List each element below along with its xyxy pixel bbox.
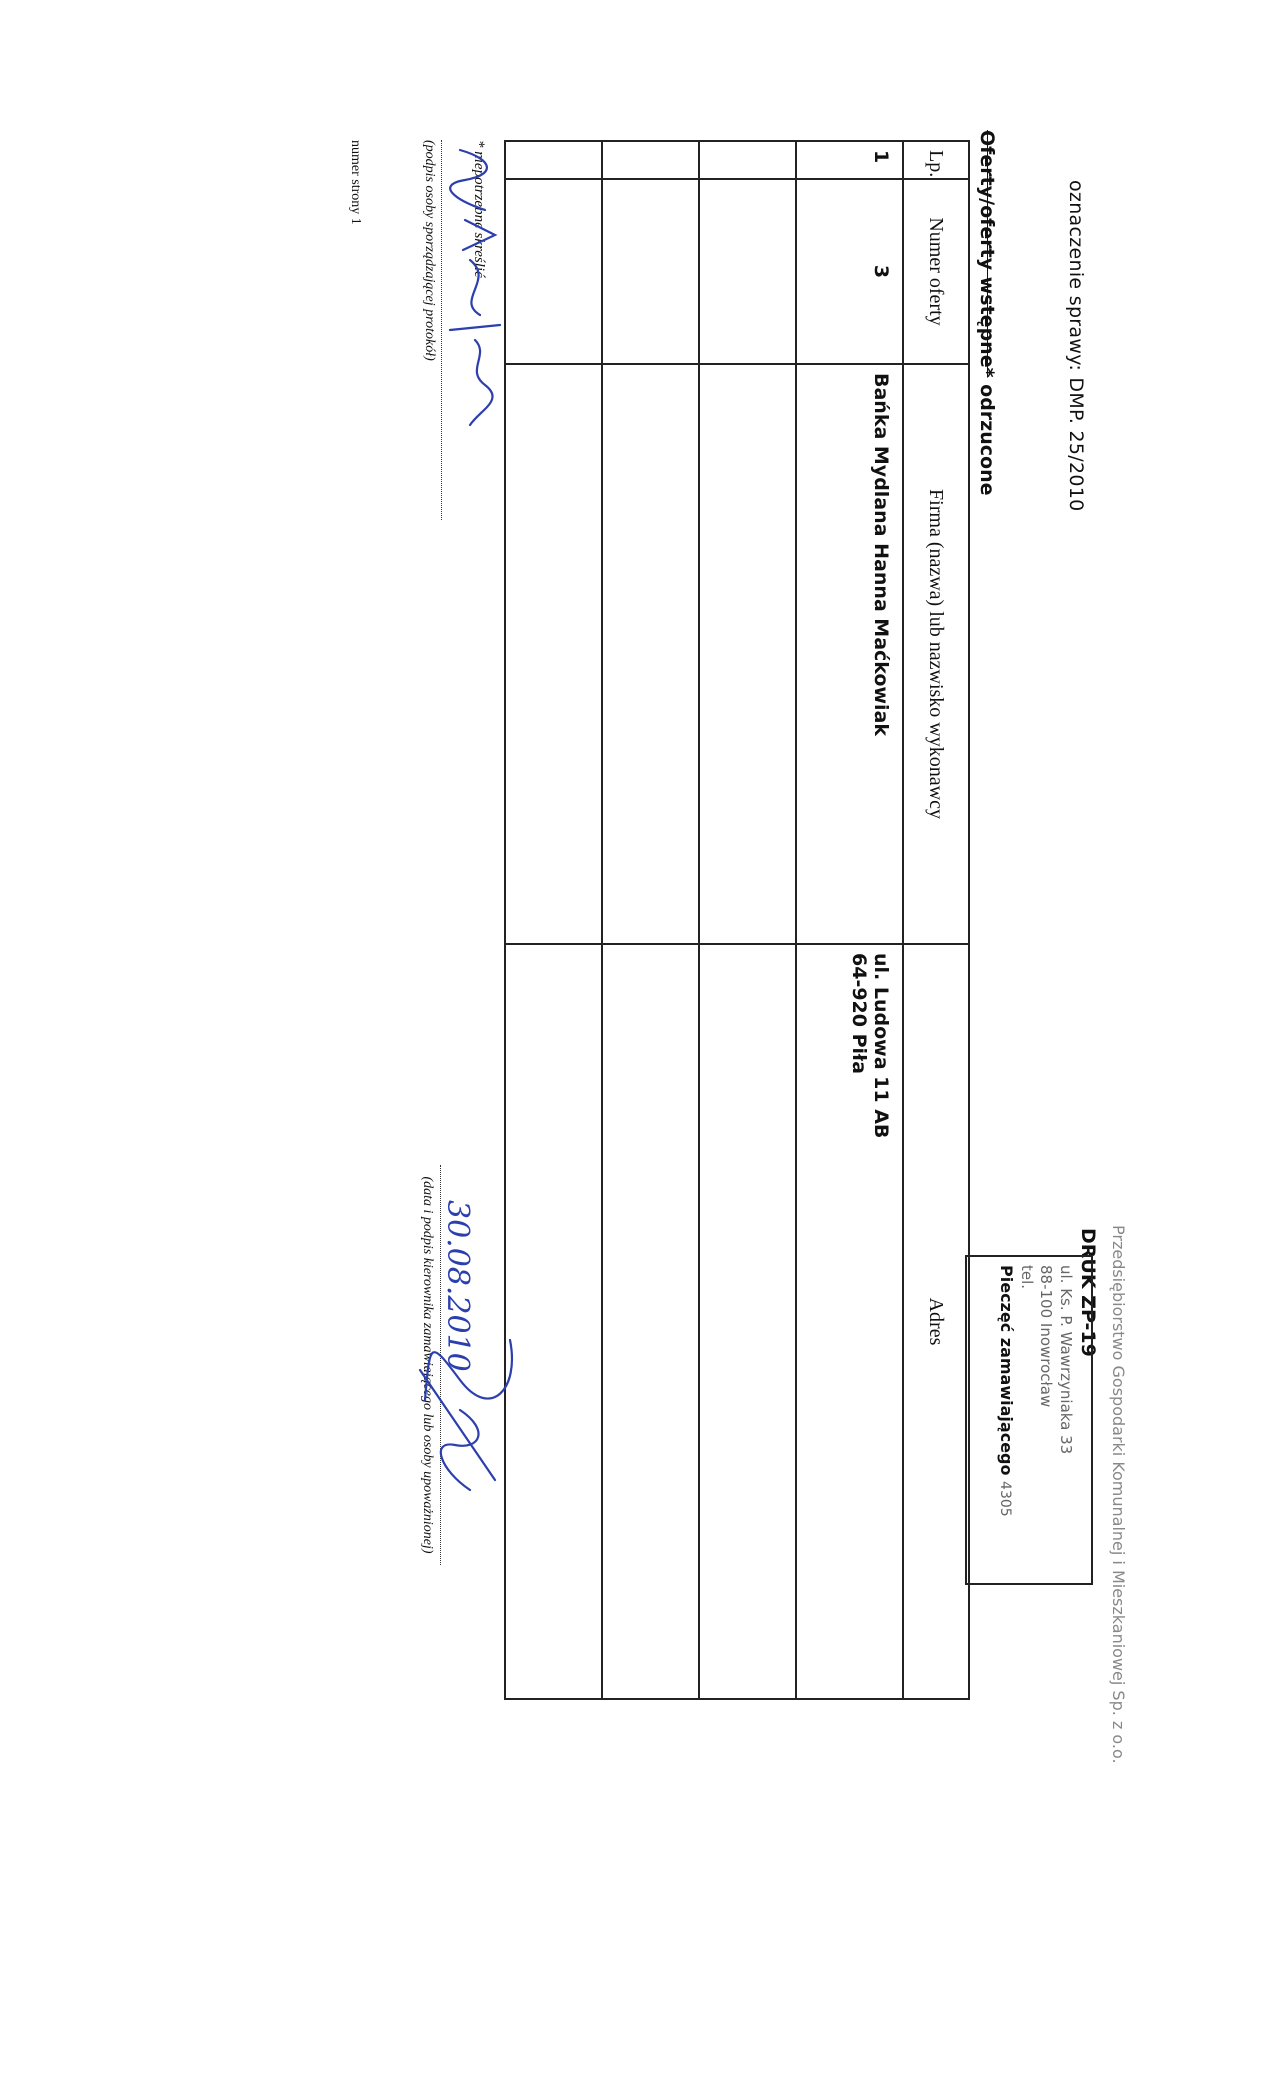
table-header-row [903, 141, 969, 1699]
preparer-caption: (podpis osoby sporządzającej protokół) [422, 140, 437, 361]
cell-company: Bańka Mydlana Hanna Maćkowiak [796, 364, 903, 944]
table-row [602, 141, 699, 1699]
cell-company [505, 364, 602, 944]
cell-company [602, 364, 699, 944]
case-reference: oznaczenie sprawy: DMP. 25/2010 [1065, 180, 1087, 512]
stamp-address-1: ul. Ks. P. Wawrzyniaka 33 [1057, 1265, 1075, 1455]
offers-table [504, 140, 970, 1700]
cell-address [796, 944, 903, 1699]
handwritten-signature-right [410, 1190, 530, 1510]
stamp-address-2: 88-100 Inowrocław [1037, 1265, 1055, 1408]
address-line-2: 64-920 Piła [848, 953, 870, 1074]
signature-date: 30.08.2010 [440, 1200, 475, 1372]
stamp-organization: Przedsiębiorstwo Gospodarki Komunalnej i Mieszkaniowej Sp. z o.o. [1109, 1225, 1128, 1764]
page-number: numer strony 1 [348, 140, 363, 225]
stamp-phone [1018, 1265, 1036, 1289]
handwritten-signature-left [445, 140, 515, 440]
rotated-page [115, 40, 1128, 1764]
header-offer-number: Numer oferty [903, 179, 969, 364]
cell-offer-number [699, 179, 796, 364]
header-address: Adres [903, 944, 969, 1699]
manager-caption: (data i podpis kierownika zamawiającego lub osoby upoważnionej) [420, 1176, 435, 1554]
form-label: DRUK ZP-19 [1077, 1228, 1099, 1357]
stamp-caption-line [997, 1265, 1016, 1517]
cell-lp [602, 141, 699, 179]
table-row [796, 141, 903, 1699]
cell-lp [505, 141, 602, 179]
section-title-rest: odrzucone [976, 377, 998, 496]
stamp-caption: Pieczęć zamawiającego [997, 1265, 1016, 1476]
cell-lp: 1 [796, 141, 903, 179]
stamp-phone-label: tel. [1018, 1265, 1036, 1290]
header-lp: Lp. [903, 141, 969, 179]
footnote-strike: * niepotrzebne skreślić [471, 140, 487, 278]
cell-offer-number [505, 179, 602, 364]
header-company: Firma (nazwa) lub nazwisko wykonawcy [903, 364, 969, 944]
section-title-struck: Oferty/oferty wstępne* [976, 130, 998, 378]
address-line-1: ul. Ludowa 11 AB [870, 953, 892, 1139]
cell-company [699, 364, 796, 944]
cell-offer-number: 3 [796, 179, 903, 364]
table-row [699, 141, 796, 1699]
stamp-phone-suffix: 4305 [997, 1481, 1013, 1517]
cell-lp [699, 141, 796, 179]
cell-offer-number [602, 179, 699, 364]
section-title [976, 130, 998, 495]
cell-address [602, 944, 699, 1699]
cell-address [699, 944, 796, 1699]
